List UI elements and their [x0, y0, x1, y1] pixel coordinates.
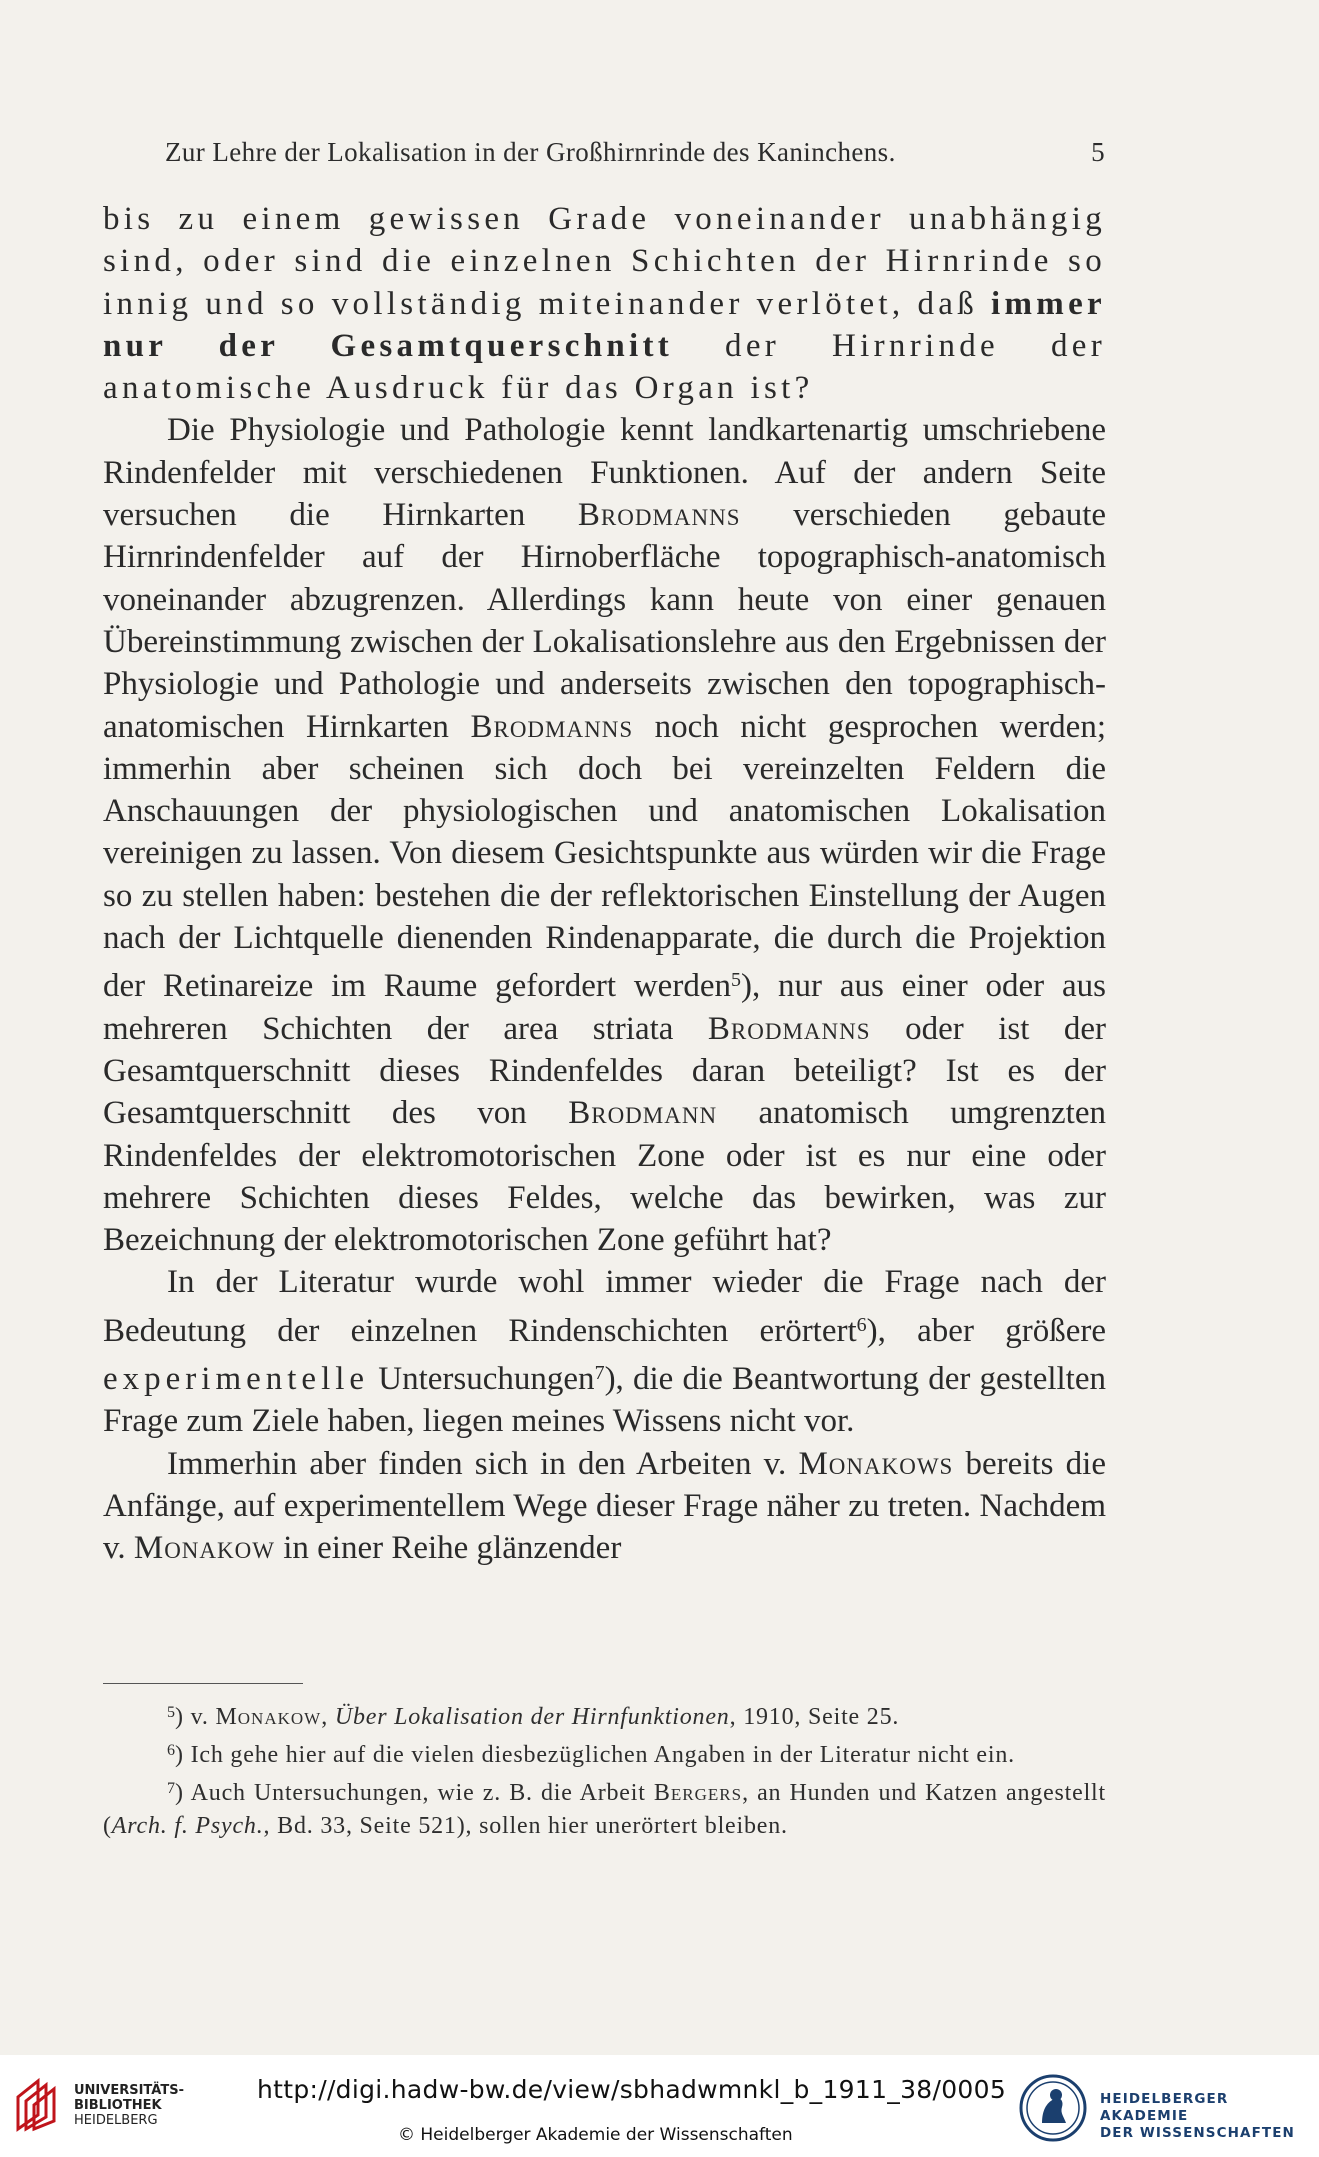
footnote-text: , 1910, Seite 25. — [729, 1704, 900, 1730]
body-text — [103, 198, 1106, 1570]
p1-text-b: der Hirnrinde der anatomische Ausdruck für das Organ ist? — [103, 327, 1106, 407]
p2-text-3: noch nicht gesprochen werden; immerhin aber scheinen sich doch bei vereinzelten Feldern die Anschauungen der physiologischen und anatomischen Lokalisation vereinigen zu lassen. Von diesem Gesichtspunkte aus würden wir die Frage so zu stellen haben: bestehen die der reflektorischen Einstellung der Augen nach der Lichtquelle dienenden Rindenapparate, die durch die Projektion der Retinareize im Raume gefordert werden — [103, 708, 1106, 1005]
p2-name-3: Brodmanns — [707, 1010, 871, 1047]
p4-text-1: Immerhin aber finden sich in den Arbeiten v. — [167, 1445, 787, 1482]
permalink-url[interactable]: http://digi.hadw-bw.de/view/sbhadwmnkl_b_1911_38/0005 — [257, 2075, 1007, 2104]
p4-text-2: bereits die Anfänge, auf experimentellem Wege dieser Frage näher zu treten. Nachdem v. — [103, 1445, 1106, 1567]
footnote-text: ) v. — [175, 1704, 216, 1730]
footnote-number: 7 — [167, 1780, 175, 1797]
footnote-ref-6: 6 — [856, 1313, 867, 1336]
p3-spaced-word: experimentelle — [103, 1361, 370, 1398]
footnote-ref-5: 5 — [730, 969, 741, 992]
footnote-text: , an Hunden und Katzen angestellt ( — [103, 1780, 1106, 1839]
p3-text-1: In der Literatur wurde wohl immer wieder die Frage nach der Bedeutung der einzelnen Rindenschichten erörtert — [103, 1264, 1106, 1349]
p1-bold-phrase: immer nur der Gesamtquerschnitt — [103, 285, 1106, 364]
footnote-ref-7: 7 — [594, 1362, 605, 1385]
footnote-number: 6 — [167, 1742, 175, 1759]
footnote-work-title: Über Lokalisation der Hirnfunktionen — [334, 1704, 730, 1730]
p3-text-3: Untersuchungen — [378, 1361, 595, 1398]
p4-name-2: Monakow — [133, 1530, 275, 1567]
p2-name-2: Brodmanns — [470, 708, 634, 745]
footnote-number: 5 — [167, 1704, 175, 1721]
p2-text-2: verschieden gebaute Hirnrindenfelder auf der Hirnoberfläche topographisch-anatomisch voneinander abzugrenzen. Allerdings kann heute von einer genauen Übereinstimmung zwischen der Lokalisationslehre aus den Ergebnissen der Physiologie und Pathologie und anderseits zwischen den topographisch-anatomischen Hirnkarten — [103, 497, 1107, 745]
p2-name-1: Brodmanns — [577, 497, 741, 534]
p2-name-4: Brodmann — [568, 1095, 718, 1132]
academy-line-1: HEIDELBERGER AKADEMIE — [1100, 2091, 1229, 2124]
academy-line-2: DER WISSENSCHAFTEN — [1100, 2125, 1295, 2141]
p1-text-a: bis zu einem gewissen Grade voneinander unabhängig sind, oder sind die einzelnen Schichten der Hirnrinde so innig und so vollständig miteinander verlötet, daß — [103, 201, 1106, 322]
p3-text-2: ), aber größere — [866, 1312, 1106, 1349]
footnote-text: , Bd. 33, Seite 521), sollen hier unerörtert bleiben. — [263, 1813, 788, 1839]
library-line-1: UNIVERSITÄTS- — [74, 2083, 184, 2098]
footnote-author: Monakow — [215, 1704, 322, 1730]
p3-text-4: ), die die Beantwortung der gestellten Frage zum Ziele haben, liegen meines Wissens nicht vor. — [103, 1361, 1106, 1440]
footnote-divider — [103, 1683, 303, 1684]
p2-text-4: ), nur aus einer oder aus mehreren Schichten der area striata — [103, 968, 1106, 1047]
p4-text-3: in einer Reihe glänzender — [283, 1530, 622, 1567]
footnote-text: ) Ich gehe hier auf die vielen diesbezüglichen Angaben in der Literatur nicht ein. — [175, 1742, 1015, 1768]
library-line-2: BIBLIOTHEK — [74, 2098, 162, 2113]
university-library-name[interactable] — [74, 2083, 184, 2128]
paragraph-4 — [103, 1443, 1106, 1570]
footnote-author: Bergers — [653, 1780, 743, 1806]
footnote-text: ) Auch Untersuchungen, wie z. B. die Arbeit — [175, 1780, 654, 1806]
paragraph-1 — [103, 198, 1106, 409]
footnote-5 — [103, 1696, 1106, 1734]
university-library-logo-icon[interactable] — [12, 2077, 62, 2133]
paragraph-3 — [103, 1261, 1106, 1442]
page-number: 5 — [1091, 137, 1105, 167]
p2-text-5: oder ist der Gesamtquerschnitt dieses Rindenfeldes daran beteiligt? Ist es der Gesamtquerschnitt des von — [103, 1010, 1107, 1132]
footnote-journal: Arch. f. Psych. — [111, 1813, 264, 1839]
copyright-notice: © Heidelberger Akademie der Wissenschaften — [398, 2125, 793, 2145]
p2-text-6: anatomisch umgrenzten Rindenfeldes der elektromotorischen Zone oder ist es nur eine oder mehrere Schichten dieses Feldes, welche das bewirken, was zur Bezeichnung der elektromotorischen Zone geführt hat? — [103, 1095, 1106, 1259]
academy-seal-icon[interactable] — [1018, 2073, 1088, 2143]
academy-name[interactable] — [1100, 2091, 1319, 2142]
viewer-footer — [0, 2055, 1319, 2157]
p4-name-1: Monakows — [798, 1445, 954, 1482]
library-line-3: HEIDELBERG — [74, 2113, 158, 2128]
p2-text-1: Die Physiologie und Pathologie kennt landkartenartig umschriebene Rindenfelder mit verschiedenen Funktionen. Auf der andern Seite versuchen die Hirnkarten — [103, 412, 1106, 534]
running-header-title: Zur Lehre der Lokalisation in der Großhirnrinde des Kaninchens. — [165, 137, 896, 167]
footnote-text: , — [321, 1704, 335, 1730]
footnotes — [103, 1696, 1106, 1843]
footnote-6 — [103, 1734, 1106, 1772]
paragraph-2 — [103, 409, 1106, 1261]
footnote-7 — [103, 1772, 1106, 1843]
